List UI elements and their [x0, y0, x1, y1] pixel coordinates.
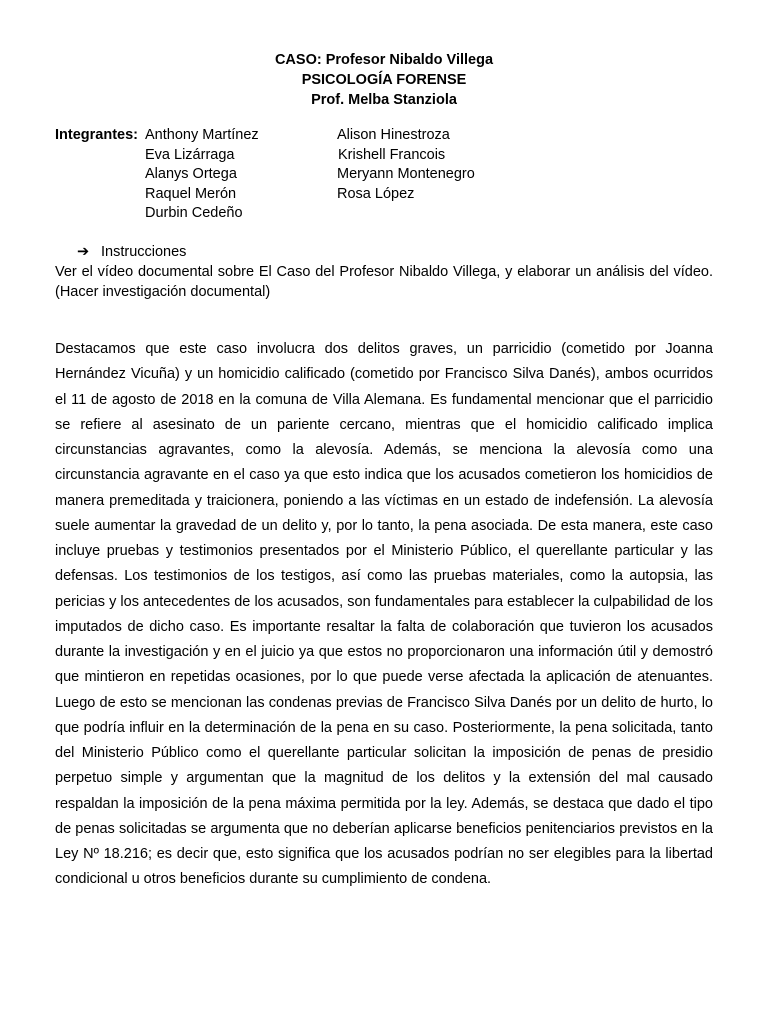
instructions-heading [55, 242, 713, 262]
member-name: Krishell Francois [338, 146, 446, 163]
member-name: Raquel Merón [145, 185, 237, 202]
instructions-text: Ver el vídeo documental sobre El Caso del Profesor Nibaldo Villega, y elaborar un análisis del vídeo. (Hacer investigación documental) [55, 264, 713, 300]
member-name: Alison Hinestroza [337, 127, 450, 143]
member-name: Meryann Montenegro [337, 166, 475, 182]
document-header [0, 50, 768, 110]
member-row [55, 185, 715, 205]
analysis-paragraph: Destacamos que este caso involucra dos delitos graves, un parricidio (cometido por Joanna Hernández Vicuña) y un homicidio calificado (cometido por Francisco Silva Danés), ambos ocurridos el 11 de agosto de 2018 en la comuna de Villa Alemana. Es fundamental mencionar que el parricidio se refiere al asesinato de un pariente cercano, mientras que el homicidio calificado implica circunstancias agravantes, como la alevosía. Además, se menciona la alevosía como una circunstancia agravante en el caso ya que esto indica que los acusados cometieron los homicidios de manera premeditada y traicionera, poniendo a las víctimas en un estado de indefensión. La alevosía suele aumentar la gravedad de un delito y, por lo tanto, la pena asociada. De esta manera, este caso incluye pruebas y testimonios presentados por el Ministerio Público, el querellante particular y las defensas. Los testimonios de los testigos, así como las pruebas materiales, como la autopsia, las pericias y los antecedentes de los acusados, son fundamentales para establecer la culpabilidad de los imputados de dicho caso. Es importante resaltar la falta de colaboración que tuvieron los acusados durante la investigación y en el juicio ya que estos no proporcionaron una información útil y demostró que mintieron en repetidas ocasiones, por lo que puede verse afectada la aplicación de atenuantes. Luego de esto se mencionan las condenas previas de Francisco Silva Danés por un delito de hurto, lo que podría influir en la determinación de la pena en su caso. Posteriormente, la pena solicitada, tanto del Ministerio Público como el querellante particular solicitan la imposición de penas de presidio perpetuo simple y argumentan que la magnitud de los delitos y la extensión del mal causado respaldan la imposición de la pena máxima permitida por la ley. Además, se destaca que dado el tipo de penas solicitadas se argumenta que no deberían aplicarse beneficios penitenciarios previstos en la Ley Nº 18.216; es decir que, esto significa que los acusados podrían no ser elegibles para la libertad condicional u otros beneficios durante su cumplimiento de condena. [55, 341, 713, 888]
right-arrow-icon: ➔ [77, 244, 90, 260]
members-list [55, 126, 715, 224]
member-row [55, 204, 715, 224]
member-name: Rosa López [337, 185, 415, 202]
instructions-title: Instrucciones [101, 244, 187, 260]
member-name: Anthony Martínez [145, 127, 259, 143]
member-row [55, 146, 715, 166]
member-name: Eva Lizárraga [145, 146, 235, 163]
case-title: CASO: Profesor Nibaldo Villega [274, 52, 494, 68]
members-label: Integrantes: [55, 127, 138, 143]
instructions-section [55, 242, 713, 302]
member-row [55, 126, 715, 146]
member-row [55, 165, 715, 185]
professor-name: Prof. Melba Stanziola [311, 92, 457, 108]
member-name: Durbin Cedeño [145, 205, 243, 221]
member-name: Alanys Ortega [145, 166, 237, 182]
course-name: PSICOLOGÍA FORENSE [301, 72, 467, 88]
